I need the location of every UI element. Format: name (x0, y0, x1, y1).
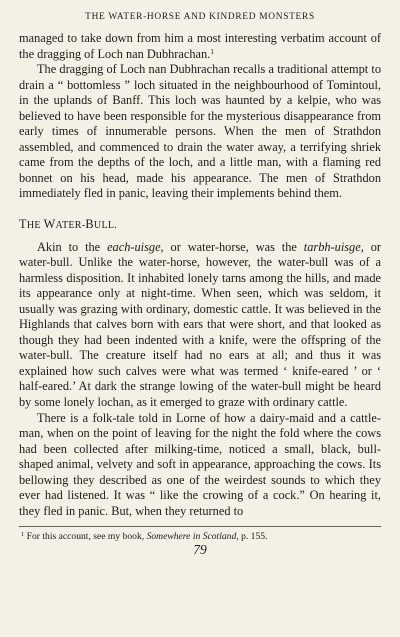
footnote: $^1$ For this account, see my book, Somewhere in Scotland, p. 155. (21, 531, 268, 543)
page-number: 79 (193, 542, 207, 558)
section-heading: THE WATER-BULL. (19, 217, 118, 232)
paragraph-1-text: managed to take down from him a most interesting verbatim account of the dragging of Loch nan Dubhrachan. (19, 31, 381, 61)
running-head: THE WATER-HORSE AND KINDRED MONSTERS (85, 12, 315, 22)
footnote-book-title: Somewhere in Scotland, (146, 531, 239, 543)
paragraph-2: The dragging of Loch nan Dubhrachan recalls a traditional attempt to drain a “ bottomless ” loch situated in the neighbourhood of Tomintoul, in the uplands of Banff. This loch was haunted by a kelpie, who was believed to have been responsible for the mysterious disappearance from early times of innumerable persons. When the men of Strathdon assembled, and commenced to drain the water away, a terrifying shriek came from the depths of the loch, and a little man, with a flaming red bonnet on his head, made his appearance. The men of Strathdon immediately fled in panic, leaving their implements behind them. (19, 62, 381, 201)
footnote-divider (19, 526, 381, 527)
gaelic-term-each-uisge: each-uisge, (107, 239, 164, 254)
footnote-reference: 1 (210, 46, 215, 56)
paragraph-1 (19, 31, 381, 62)
paragraph-3: Akin to the each-uisge, or water-horse, was the tarbh-uisge, or water-bull. Unlike the water-horse, however, the water-bull was of a harmless disposition. It inhabited lonely tarns among the hills, and made its appearance only at night-time. When seen, which was seldom, it usually was grazing with ordinary, domestic cattle. It was believed in the Highlands that calves born with ears that were short, and that looked as though they had been indented with a knife, were the offspring of the water-bull. The creature itself had no ears at all; and thus it was explained how such calves were what was termed ‘ knife-eared ’ or ‘ half-eared.’ At dark the strange lowing of the water-bull might be heard by some lonely lochan, as it emerged to graze with ordinary cattle. (19, 239, 381, 410)
book-page (19, 10, 381, 630)
gaelic-term-tarbh-uisge: tarbh-uisge, (303, 239, 364, 254)
paragraph-4: There is a folk-tale told in Lorne of how a dairy-maid and a cattle-man, when on the point of leaving for the night the fold where the cows had been collected after milking-time, noticed a small, black, bull-shaped animal, velvety and soft in appearance, approaching the cows. Its bellowing they described as one of the weirdest sounds to which they ever had listened. It was “ like the crowing of a cock.” On hearing it, they fled in panic. But, when they returned to (19, 410, 381, 518)
footnote-marker: 1 (21, 531, 25, 539)
